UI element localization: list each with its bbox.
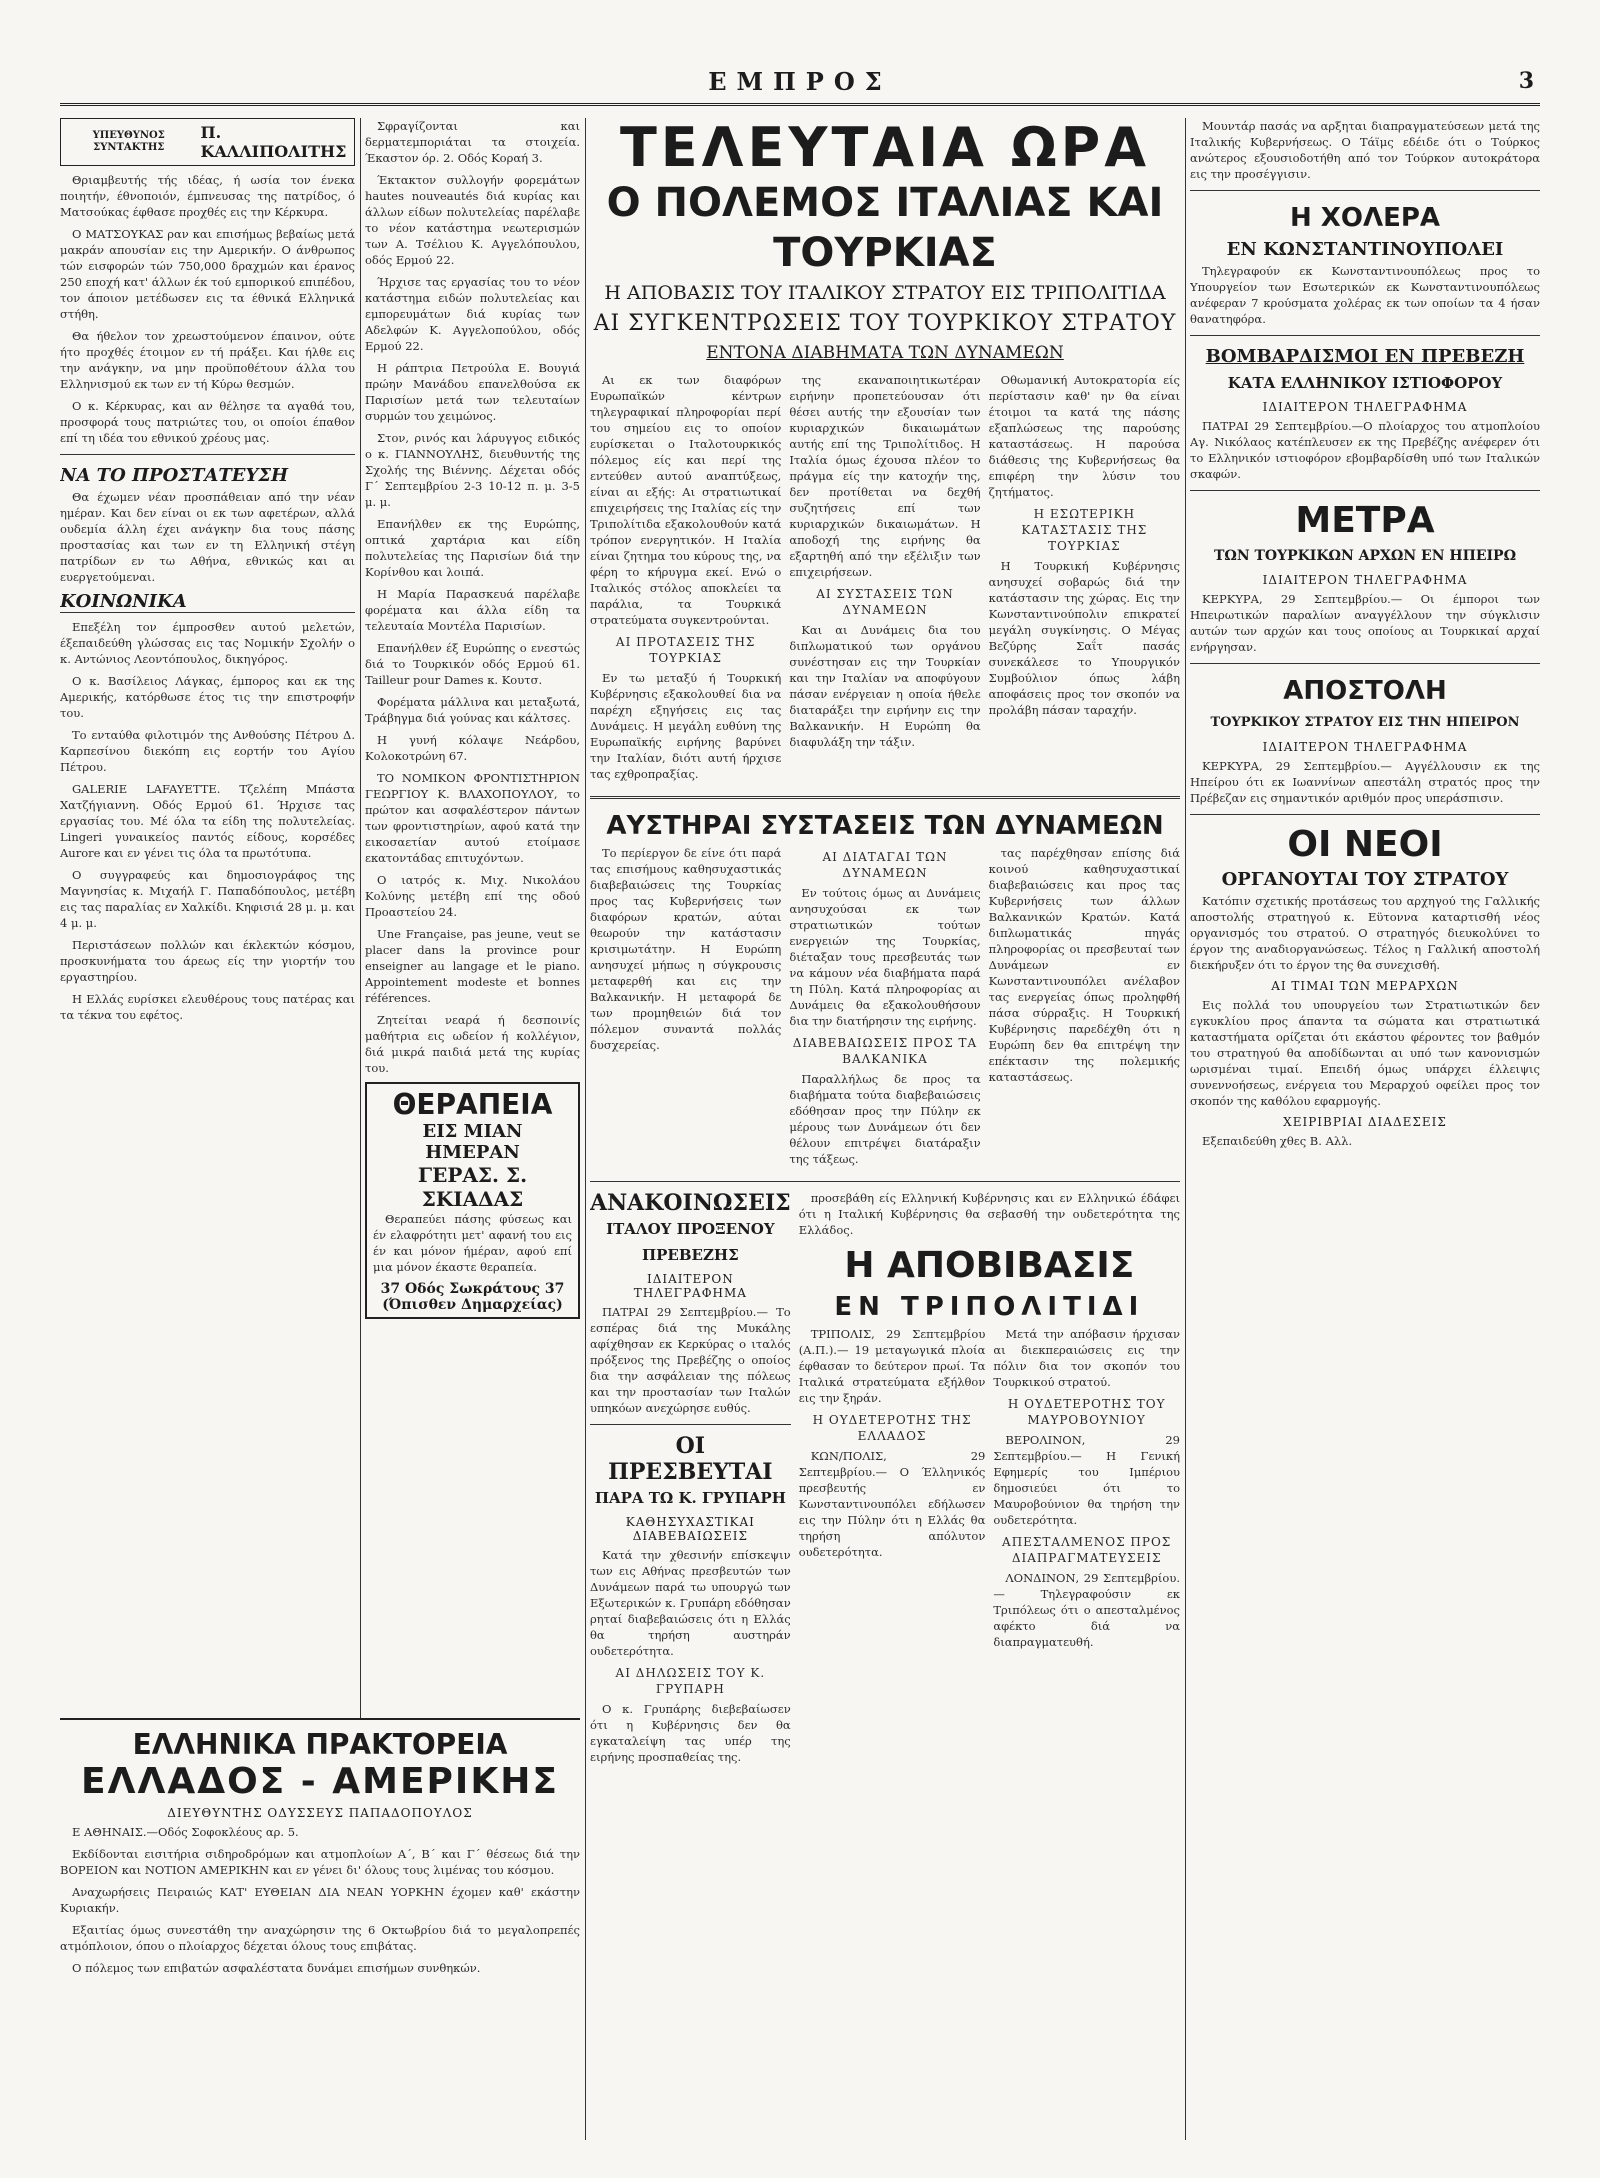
paragraph: Και αι Δυνάμεις δια του διπλωματικού των οργάνου συνέστησαν εις την Τουρκίαν και την Ιταλίαν να αποφύγουν πάσαν ενέργειαν η οποία ήθελε διαταράξει την ειρήνην εις την Βαλκανικήν. Η Ευρώπη θα διαφυλάξη την τάξιν. xyxy=(789,623,981,749)
paragraph: Θα ήθελον τον χρεωστούμενον έπαινον, ούτε ήτο προχθές έτοιμον εν τή πράξει. Και ήλθε εις την ανάγκην, να μην προϋποθέτουν άλλα του Ελληνισμού εκ των εν τή Κύρω θεσμών. xyxy=(60,329,355,391)
paragraph: Επεξέλη τον έμπροσθεν αυτού μελετών, έξεπαιδεύθη γλώσσας εις τας Νομικήν Σχολήν ο κ. Αντώνιος Λεοντόπουλος, δικηγόρος. xyxy=(60,620,355,666)
paragraph: ΚΕΡΚΥΡΑ, 29 Σεπτεμβρίου.— Αγγέλλουσιν εκ της Ηπείρου ότι εκ Ιωαννίνων απεστάλη στρατός προς την Πρέβεζαν εις σημαντικόν αριθμόν προς υπεράσπισιν. xyxy=(1190,759,1540,805)
column-rule xyxy=(585,118,586,2140)
divider xyxy=(590,796,1180,799)
classified: Ζητείται νεαρά ή δεσποινίς μαθήτρια εις ωδείον ή κολλέγιον, διά μικρά παιδιά μετά της κυρίας του. xyxy=(365,1013,580,1075)
paragraph: Μουντάρ πασάς να αρξηται διαπραγματεύσεων μετά της Ιταλικής Κυβερνήσεως. Ο Τάϊμς εδέιδε ότι ο Τούρκος ανώτερος εξουσιοδοτήθη από τον Τούρκον αυτοκράτορα εις την προσέγγισιν. xyxy=(1190,119,1540,181)
section-turkish-stance: ΑΙ ΠΡΟΤΑΣΕΙΣ ΤΗΣ ΤΟΥΡΚΙΑΣ xyxy=(615,635,756,665)
consul-continued xyxy=(799,1190,1180,1238)
protection-text xyxy=(60,489,355,585)
classified: Επανήλθεν έξ Ευρώπης ο ενεστώς διά το Τουρκικόν οδός Ερμού 61. Tailleur pour Dames κ. Κουτσ. xyxy=(365,641,580,687)
cholera-text xyxy=(1190,263,1540,327)
section-neutral-montenegro: Η ΟΥΔΕΤΕΡΟΤΗΣ ΤΟΥ ΜΑΥΡΟΒΟΥΝΙΟΥ xyxy=(1007,1397,1166,1427)
lead-col-left xyxy=(590,372,781,788)
agency-text xyxy=(60,1824,580,1976)
page-number: 3 xyxy=(1518,68,1534,94)
agency-title: ΕΛΛΗΝΙΚΑ ΠΡΑΚΤΟΡΕΙΑ xyxy=(132,1728,508,1761)
divider xyxy=(1190,190,1540,191)
paragraph: Ε ΑΘΗΝΑΙΣ.—Οδός Σοφοκλέους αρ. 5. xyxy=(72,1825,299,1839)
landing-col-right xyxy=(993,1326,1180,1656)
hands-heading: ΧΕΙΡΙΒΡΙΑΙ ΔΙΑΔΕΣΕΙΣ xyxy=(1283,1115,1447,1129)
paragraph: ΤΡΙΠΟΛΙΣ, 29 Σεπτεμβρίου (Α.Π.).— 19 μεταγωγικά πλοία έφθασαν το δεύτερον πρωί. Τα Ιταλικά στρατεύματα εξήλθον εις την ξηράν. xyxy=(798,1327,986,1405)
therapy-address: 37 Οδός Σωκράτους 37 (Όπισθεν Δημαρχείας) xyxy=(380,1281,565,1313)
columns xyxy=(60,118,1540,2140)
therapy-text xyxy=(373,1211,572,1275)
masthead-title: ΕΜΠΡΟΣ xyxy=(708,67,892,96)
paragraph: Η Ελλάς ευρίσκει ελευθέρους τους πατέρας και τα τέκνα του εφέτος. xyxy=(60,992,355,1022)
landing-col-left xyxy=(799,1326,986,1656)
classified: Επανήλθεν εκ της Ευρώπης, οπτικά χαρτάρια και είδη πολυτελείας της Παρισίων διά την Κορίνθου και λοιπά. xyxy=(365,517,580,579)
honors-text xyxy=(1190,997,1540,1109)
divider xyxy=(1190,663,1540,664)
consul-section xyxy=(590,1190,791,1771)
telegram-kicker: ΙΔΙΑΙΤΕΡΟΝ ΤΗΛΕΓΡΑΦΗΜΑ xyxy=(1262,573,1468,587)
paragraph: Αναχωρήσεις Πειραιώς ΚΑΤ' ΕΥΘΕΙΑΝ ΔΙΑ ΝΕΑΝ ΥΟΡΚΗΝ έχομεν καθ' εκάστην Κυριακήν. xyxy=(60,1885,580,1915)
paragraph: Το περίεργον δε είνε ότι παρά τας επισήμους καθησυχαστικάς διαβεβαιώσεις της Τουρκίας προς τας Κυβερνήσεις των διαφόρων κρατών, αύται θεωρούν την κατάστασιν κρισιμωτάτην. Η Ευρώπη ανησυχεί μήπως η σύγκρουσις μεταφερθή και εις την Βαλκανικήν. Η μεταφορά δε των προμηθειών διά τον πόλεμον συναντά πολλάς δυσχερείας. xyxy=(590,846,782,1052)
column-rule xyxy=(1185,118,1186,2140)
travel-agency-ad xyxy=(60,1718,580,2140)
paragraph: προσεβάθη είς Ελληνική Κυβέρνησις και εν Ελληνικώ έδάφει ότι η Ιταλική Κυβέρνησις θα σεβασθή την ουδετερότητα της Ελλάδος. xyxy=(798,1191,1180,1237)
paragraph: Εκδίδονται εισιτήρια σιδηροδρόμων και ατμοπλοίων Α΄, Β΄ και Γ΄ θέσεως διά την ΒΟΡΕΙΟΝ και ΝΟΤΙΟΝ ΑΜΕΡΙΚΗΝ και εν γένει δι' όλους τους λιμένας του κόσμου. xyxy=(60,1847,580,1877)
envoys-text xyxy=(590,1547,791,1765)
paragraph: Περιστάσεων πολλών και έκλεκτών κόσμου, προσκυνήματα του άρεως είς την γιορτήν του εργαστηρίου. xyxy=(60,938,355,984)
editor-name: Π. ΚΑΛΛΙΠΟΛΙΤΗΣ xyxy=(200,123,347,161)
editor-box xyxy=(60,118,355,166)
section-neutral-greece: Η ΟΥΔΕΤΕΡΟΤΗΣ ΤΗΣ ΕΛΛΑΔΟΣ xyxy=(812,1413,972,1443)
lead-subheadline-1: Η ΑΠΟΒΑΣΙΣ ΤΟΥ ΙΤΑΛΙΚΟΥ ΣΤΡΑΤΟΥ ΕΙΣ ΤΡΙΠΟΛΙΤΙΔΑ xyxy=(604,282,1166,304)
masthead xyxy=(60,60,1540,106)
paragraph: ΠΑΤΡΑΙ 29 Σεπτεμβρίου.— Το εσπέρας διά της Μυκάλης αφίχθησαν εκ Κερκύρας ο ιταλός πρόξενος της Πρεβέζης ο οποίος δια την ασφάλειαν της πόλεως και την προστασίαν των Ιταλών υπηκόων ανεχώρησε ευθύς. xyxy=(590,1305,791,1415)
lead-subheadline-2: ΑΙ ΣΥΓΚΕΝΤΡΩΣΕΙΣ ΤΟΥ ΤΟΥΡΚΙΚΟΥ ΣΤΡΑΤΟΥ xyxy=(593,311,1177,336)
therapy-title: ΘΕΡΑΠΕΙΑ xyxy=(392,1088,553,1121)
paragraph: Τηλεγραφούν εκ Κωνσταντινουπόλεως προς το Υπουργείον των Εσωτερικών εκ Κωνσταντινουπόλεως ανέφεραν 7 κρούσματα χολέρας εκ των οποίων τα 4 ήσαν θανατηφόρα. xyxy=(1190,264,1540,326)
cholera-heading: Η ΧΟΛΕΡΑ xyxy=(1289,203,1441,233)
classified: Στον, ρινός και λάρυγγος ειδικός ο κ. ΓΙΑΝΝΟΥΛΗΣ, διευθυντής της Σχολής της Βιέννης. Δέχεται οδός Γ΄ Σεπτεμβρίου 2-3 10-12 π. μ. 3-5 μ. μ. xyxy=(365,431,580,509)
paragraph: Μετά την απόβασιν ήρχισαν αι διεκπεραιώσεις εις την πόλιν δια τον σκοπόν του Τουρκικού στρατού. xyxy=(993,1327,1180,1389)
classified: Ήρχισε τας εργασίας του το νέον κατάστημα ειδών πολυτελείας και εμπορευμάτων διά κυρίας των Αδελφών Κ. Αγγελοπούλου, οδός Ερμού 22. xyxy=(365,275,580,353)
landing-heading-2: ΕΝ ΤΡΙΠΟΛΙΤΙΔΙ xyxy=(834,1292,1145,1322)
paragraph: της εκαναποιητικωτέραν ειρήνην προπετεύουσαν ότι θέσει αυτής την εξουσίαν των κυριαρχικών δικαιωμάτων αυτής επί της Τριπολίτιδος. Η Ιταλία όμως έχουσα πλέον το πράγμα είς την κατοχήν της, δεν προτίθεται να δεχθή συζητήσεις επί των κυριαρχικών δικαιωμάτων. Η αποδοχή της ειρήνης θα εξαρτηθή από την εξέλιξιν των επιχειρήσεων. xyxy=(789,373,981,579)
dispatch-heading: ΑΠΟΣΤΟΛΗ xyxy=(1283,676,1447,706)
measures-heading: ΜΕΤΡΑ xyxy=(1295,500,1435,541)
lead-subheadline-3: ΕΝΤΟΝΑ ΔΙΑΒΗΜΑΤΑ ΤΩΝ ΔΥΝΑΜΕΩΝ xyxy=(706,343,1064,363)
bombard-heading-2: ΚΑΤΑ ΕΛΛΗΝΙΚΟΥ ΙΣΤΙΟΦΟΡΟΥ xyxy=(1227,374,1503,392)
strict-col-left xyxy=(590,845,781,1173)
divider xyxy=(590,1181,1180,1182)
classified: Η Μαρία Παρασκευά παρέλαβε φορέματα και άλλα είδη τα τελευταία Μοντέλα Παρισίων. xyxy=(365,587,580,633)
telegram-kicker: ΙΔΙΑΙΤΕΡΟΝ ΤΗΛΕΓΡΑΦΗΜΑ xyxy=(1262,740,1468,754)
consul-heading: ΑΝΑΚΟΙΝΩΣΕΙΣ xyxy=(590,1190,791,1216)
therapy-sub: ΕΙΣ ΜΙΑΝ ΗΜΕΡΑΝ xyxy=(422,1121,523,1163)
paragraph: Παραλλήλως δε προς τα διαβήματα τούτα διαβεβαιώσεις εδόθησαν προς την Πύλην εκ μέρους των Δυνάμεων ότι δεν θέλουν επιτρέψει διατάραξιν της τάξεως. xyxy=(789,1072,981,1166)
envoys-heading: ΟΙ ΠΡΕΣΒΕΥΤΑΙ xyxy=(608,1433,773,1485)
paragraph: Ο κ. Γρυπάρης διεβεβαίωσεν ότι η Κυβέρνησις δεν θα εγκαταλείψη τας υπέρ της ειρήνης προσπαθείας της. xyxy=(590,1702,791,1764)
paragraph: Ο συγγραφεύς και δημοσιογράφος της Μαγνησίας κ. Μιχαήλ Γ. Παπαδόπουλος, μετέβη εις τας παραλίας εν Χαλκίδι. Κηφισιά 28 μ. μ. και 4 μ. μ. xyxy=(60,868,355,930)
social-heading: ΚΟΙΝΩΝΙΚΑ xyxy=(60,591,355,613)
section-envoy: ΑΠΕΣΤΑΛΜΕΝΟΣ ΠΡΟΣ ΔΙΑΠΡΑΓΜΑΤΕΥΣΕΙΣ xyxy=(1002,1535,1172,1565)
paragraph: Θριαμβευτής τής ιδέας, ή ωσία τον ένεκα ποιητήν, έθνοποιόν, έμπνευσας της πατρίδος, ό Ματσούκας έφθασε προχθές εις την Κέρκυρα. xyxy=(60,173,355,219)
paragraph: Εν τούτοις όμως αι Δυνάμεις ανησυχούσαι εκ των στρατιωτικών τούτων ενεργειών της Τουρκίας, διέταξαν τους πρεσβευτάς των να κάμουν νέα διαβήματα παρά τη Πύλη. Κατά πληροφορίας αι Δυνάμεις θα εξακολουθήσουν δια την διατήρησιν της ειρήνης. xyxy=(789,886,981,1028)
envoys-heading-2: ΠΑΡΑ ΤΩ Κ. ΓΡΥΠΑΡΗ xyxy=(594,1489,786,1507)
envoys-kicker: ΚΑΘΗΣΥΧΑΣΤΙΚΑΙ ΔΙΑΒΕΒΑΙΩΣΕΙΣ xyxy=(625,1515,755,1543)
classified: Η γυνή κόλαψε Νεάρδου, Κολοκοτρώνη 67. xyxy=(365,733,580,763)
strict-body xyxy=(590,845,1180,1173)
section-internal: Η ΕΣΩΤΕΡΙΚΗ ΚΑΤΑΣΤΑΣΙΣ ΤΗΣ ΤΟΥΡΚΙΑΣ xyxy=(1021,507,1148,553)
honors-heading: ΑΙ ΤΙΜΑΙ ΤΩΝ ΜΕΡΑΡΧΩΝ xyxy=(1271,979,1459,993)
classified: Ο ιατρός κ. Μιχ. Νικολάου Κολύνης μετέβη επί της οδού Προαστείου 24. xyxy=(365,873,580,919)
paragraph: Κατόπιν σχετικής προτάσεως του αρχηγού της Γαλλικής αποστολής στρατηγού κ. Εϋτοννα καταρτισθή νέος οργανισμός του στρατού. Ο στρατηγός διευκολύνει το έργον της αναδιοργανώσεως. Τέλος η Γαλλική αποστολή διεκήρυξεν ότι το έργον της θα συνεχισθή. xyxy=(1190,894,1540,972)
paragraph: Η Τουρκική Κυβέρνησις ανησυχεί σοβαρώς διά την κατάστασιν της χώρας. Εις την Κωνσταντινούπολιν επικρατεί μεγάλη συγκίνησις. Ο Μέγας Βεζύρης Σαΐτ πασάς συνεκάλεσε το Υπουργικόν Συμβούλιον όπως λάβη αποφάσεις προς τον σκοπόν να προλάβη πάσαν ταραχήν. xyxy=(988,559,1180,717)
lower-body xyxy=(590,1190,1180,1771)
lead-banner: ΤΕΛΕΥΤΑΙΑ ΩΡΑ xyxy=(619,118,1151,179)
therapy-doctor: ΓΕΡΑΣ. Σ. ΣΚΙΑΔΑΣ xyxy=(417,1163,528,1211)
section-orders: ΑΙ ΔΙΑΤΑΓΑΙ ΤΩΝ ΔΥΝΑΜΕΩΝ xyxy=(822,850,948,880)
paragraph: Εις πολλά του υπουργείου των Στρατιωτικών δεν εγκυκλίου προς άπαντα τα σώματα και στρατιωτικά καταστήματα ορίζεται ότι εκάστου φέροντες τον βαθμόν του στρατηγού θα αποδίδωνται αι υπό των κανονισμών ωρισμέναι τιμαί. Επειδή όμως υπάρχει έλλειψις συνεννοήσεως, ενέργεια του Μεραρχού οφείλει προς τον σκοπόν της καθόλου εφαρμογής. xyxy=(1190,998,1540,1108)
dispatch-heading-2: ΤΟΥΡΚΙΚΟΥ ΣΤΡΑΤΟΥ ΕΙΣ ΤΗΝ ΗΠΕΙΡΟΝ xyxy=(1210,715,1520,730)
col4-top xyxy=(1190,118,1540,182)
paragraph: ΠΑΤΡΑΙ 29 Σεπτεμβρίου.—Ο πλοίαρχος του ατμοπλοίου Αγ. Νικόλαος κατέπλευσεν εκ της Πρεβέζης ανέφερεν ότι το Ελληνικόν ιστιοφόρον εβομβαρδίσθη υπό των Ιταλικών σκαφών. xyxy=(1190,419,1540,481)
paragraph: ΛΟΝΔΙΝΟΝ, 29 Σεπτεμβρίου.— Τηλεγραφούσιν εκ Τριπόλεως ότι ο απεσταλμένος αφέκτο διά να διαπραγματευθή. xyxy=(993,1571,1180,1649)
lead-body xyxy=(590,372,1180,788)
paragraph: Το ενταύθα φιλοτιμόν της Ανθούσης Πέτρου Δ. Καρπεσίνου διεκόπη εις εορτήν του Αγίου Πέτρου. xyxy=(60,728,355,774)
column-3 xyxy=(590,118,1180,2140)
newspaper-page xyxy=(60,60,1540,2140)
measures-heading-2: ΤΩΝ ΤΟΥΡΚΙΚΩΝ ΑΡΧΩΝ ΕΝ ΗΠΕΙΡΩ xyxy=(1213,548,1517,564)
divider xyxy=(1190,335,1540,336)
paragraph: ΒΕΡΟΛΙΝΟΝ, 29 Σεπτεμβρίου.— Η Γενική Εφημερίς του Ιμπέριου δημοσιεύει ότι το Μαυροβούνιον θα τηρήση την ουδετερότητα. xyxy=(993,1433,1180,1527)
lead-col-right xyxy=(989,372,1180,788)
protection-heading: ΝΑ ΤΟ ΠΡΟΣΤΑΤΕΥΣΗ xyxy=(60,465,289,486)
bombard-text xyxy=(1190,418,1540,482)
paragraph: Αι εκ των διαφόρων Ευρωπαϊκών κέντρων τηλεγραφικαί πληροφορίαι περί του σημείου εις το οποίον ευρίσκεται ο Ιταλοτουρκικός πόλεμος είς και περί της εντεύθεν αυτού αναπτύξεως, είναι αι εξής: Αι στρατιωτικαί επιχειρήσεις της Ιταλίας είς την Τριπολίτιδα εξακολουθούν κατά τρόπον ενεργητικόν. Η Ιταλία είναι ζητημα του κύρους της, να φέρη το κήρυγμα εκεί. Ενώ ο Ιταλικός στόλος αποκλείει τα παράλια, τα Τουρκικά στρατεύματα συγκεντρούνται. xyxy=(590,373,782,627)
new-heading: ΟΙ ΝΕΟΙ xyxy=(1287,824,1443,865)
paragraph: Θεραπεύει πάσης φύσεως και έν ελαφρότητι μετ' αφανή του εις έν και μόνον ήμέραν, αφού επί μια μόνον έκαστε θεραπεία. xyxy=(373,1212,572,1274)
paragraph: Εν τω μεταξύ ή Τουρκική Κυβέρνησις εξακολουθεί δια να παρέχη εξηγήσεις εις τας Δυνάμεις. Η μεγάλη ευθύνη της Ευρωπαϊκής ειρήνης βαρύνει την Ιταλίαν, διότι αυτή ήρχισε τας εχθροπραξίας. xyxy=(590,671,782,781)
consul-text xyxy=(590,1304,791,1416)
classified: Έκτακτον συλλογήν φορεμάτων hautes nouveautés διά κυρίας και άλλων είδων πολυτελείας παρέλαβε το νέον κατάστημα νεωτερισμών των Α. Τσέλιου Κ. Αγγελόπουλου, οδός Ερμού 22. xyxy=(365,173,580,267)
classified: ΤΟ ΝΟΜΙΚΟΝ ΦΡΟΝΤΙΣΤΗΡΙΟΝ ΓΕΩΡΓΙΟΥ Κ. ΒΛΑΧΟΠΟΥΛΟΥ, το πρώτον και ασφαλέστερον πάντων των φροντιστηρίων, αφού κατά την εικοσαετίαν αυτού ετοίμασε εκατοντάδας επιτυχόντων. xyxy=(365,771,580,865)
section-balkans: ΔΙΑΒΕΒΑΙΩΣΕΙΣ ΠΡΟΣ ΤΑ ΒΑΛΚΑΝΙΚΑ xyxy=(792,1036,978,1066)
paragraph: ΚΕΡΚΥΡΑ, 29 Σεπτεμβρίου.— Οι έμποροι των Ηπειρωτικών παραλίων αναγγέλλουν την σύγκλισιν αυτών των αρχών και τους οποίους αι Τουρκικαί αρχαί ενήργησαν. xyxy=(1190,592,1540,654)
landing-heading: Η ΑΠΟΒΙΒΑΣΙΣ xyxy=(844,1245,1135,1286)
measures-text xyxy=(1190,591,1540,655)
agency-name: ΕΛΛΑΔΟΣ - ΑΜΕΡΙΚΗΣ xyxy=(81,1761,559,1802)
landing-section xyxy=(799,1190,1180,1771)
bombard-heading: ΒΟΜΒΑΡΔΙΣΜΟΙ ΕΝ ΠΡΕΒΕΖΗ xyxy=(1205,346,1525,367)
classified: Η ράπτρια Πετρούλα Ε. Βουγιά πρώην Μανάδου επανελθούσα εκ Παρισίων μετά των τελευταίων συρμών του χειμώνος. xyxy=(365,361,580,423)
new-heading-2: ΟΡΓΑΝΟΥΤΑΙ ΤΟΥ ΣΤΡΑΤΟΥ xyxy=(1221,869,1509,890)
divider xyxy=(1190,490,1540,491)
classifieds xyxy=(365,118,580,1076)
dispatch-text xyxy=(1190,758,1540,806)
hands-text xyxy=(1190,1133,1540,1149)
strict-heading: ΑΥΣΤΗΡΑΙ ΣΥΣΤΑΣΕΙΣ ΤΩΝ ΔΥΝΑΜΕΩΝ xyxy=(606,811,1164,841)
paragraph: Ο κ. Κέρκυρας, και αν θέλησε τα αγαθά του, προσφορά τους πατριώτες του, οι οποίοι έπαθον επί τη ιδέα του εθνικού χρέους μας. xyxy=(60,399,355,445)
editorial-text xyxy=(60,172,355,446)
telegram-kicker: ΙΔΙΑΙΤΕΡΟΝ ΤΗΛΕΓΡΑΦΗΜΑ xyxy=(1262,400,1468,414)
paragraph: Θα έχωμεν νέαν προσπάθειαν από την νέαν ημέραν. Και δεν είναι οι εκ των αφετέρων, αλλά ουδεμία άλλη έχει ανάγκην δια τους πάσης προστασίας και των εν τη Ελληνική στέγη πατρίδων εν τω Αθήνα, εθνικώς και αι ευεργετούμεναι. xyxy=(60,490,355,584)
agency-director: ΔΙΕΥΘΥΝΤΗΣ ΟΔΥΣΣΕΥΣ ΠΑΠΑΔΟΠΟΥΛΟΣ xyxy=(167,1806,473,1820)
classified: Φορέματα μάλλινα και μεταξωτά, Τράβηγμα διά γούνας και κάλτσες. xyxy=(365,695,580,725)
divider xyxy=(1190,814,1540,815)
therapy-ad xyxy=(365,1082,580,1319)
paragraph: Ο κ. Βασίλειος Λάγκας, έμπορος και εκ της Αμερικής, κατόρθωσε έτος τις την επιστροφήν του. xyxy=(60,674,355,720)
paragraph: Οθωμανική Αυτοκρατορία είς περίστασιν καθ' ην θα είναι έτοιμοι τα κατά της πάσης εξαπλώσεως της παρούσης καταστάσεως. Η παρούσα διάθεσις της Κυβερνήσεως θα επιφέρη την λύσιν του ζητήματος. xyxy=(988,373,1180,499)
divider xyxy=(60,454,355,455)
lead-col-mid xyxy=(789,372,980,788)
paragraph: Εξαιτίας όμως συνεστάθη την αναχώρησιν της 6 Οκτωβρίου διά το μεγαλοπρεπές ατμόπλοιον, όπου ο πλοίαρχος δέχεται όλους τους επιβάτας. xyxy=(60,1923,580,1953)
paragraph: GALERIE LAFAYETTE. Τζελέπη Μπάστα Χατζήγιαννη. Οδός Ερμού 61. Ήρχισε τας εργασίας του. Μέ όλα τα είδη της πολυτελείας. Lingeri γυναικείος παντός είδους, κορσέδες Aurore και εν γένει τις όλα τα πρωτότυπα. xyxy=(60,782,355,860)
column-4 xyxy=(1190,118,1540,2140)
paragraph: ΚΩΝ/ΠΟΛΙΣ, 29 Σεπτεμβρίου.— Ο Έλληνικός πρεσβευτής εν Κωνσταντινουπόλει εδήλωσεν εις την Πύλην ότι η Ελλάς θα τηρήση απόλυτον ουδετερότητα. xyxy=(798,1449,986,1559)
classified: Σφραγίζονται και δερματεμποριάται τα στοιχεία. Έκαστον όρ. 2. Οδός Κοραή 3. xyxy=(365,119,580,165)
cholera-heading-2: ΕΝ ΚΩΝΣΤΑΝΤΙΝΟΥΠΟΛΕΙ xyxy=(1226,239,1504,260)
lead-headline: Ο ΠΟΛΕΜΟΣ ΙΤΑΛΙΑΣ ΚΑΙ ΤΟΥΡΚΙΑΣ xyxy=(606,180,1164,276)
consul-heading-2: ΙΤΑΛΟΥ ΠΡΟΞΕΝΟΥ ΠΡΕΒΕΖΗΣ xyxy=(606,1220,775,1264)
strict-col-right xyxy=(989,845,1180,1173)
paragraph: Ο πόλεμος των επιβατών ασφαλέστατα δυνάμει επισήμων συνθηκών. xyxy=(72,1961,481,1975)
section-powers: ΑΙ ΣΥΣΤΑΣΕΙΣ ΤΩΝ ΔΥΝΑΜΕΩΝ xyxy=(816,587,954,617)
paragraph: τας παρέχθησαν επίσης διά κοινού καθησυχαστικαί διαβεβαιώσεις και προς τας Κυβερνήσεις των άλλων Βαλκανικών Κρατών. Κατά διπλωματικάς πηγάς πληροφορίας οι πρεσβευταί των Δυνάμεων εν Κωνσταντινουπόλει ανέλαβον τας ενεργείας όπως προληφθή πάσα σύρραξις. Η Τουρκική Κυβέρνησις παρεδέχθη ότι η Ευρώπη δεν θα επιτρέψη την επέκτασιν της πολεμικής καταστάσεως. xyxy=(988,846,1180,1084)
editor-label: ΥΠΕΥΘΥΝΟΣ ΣΥΝΤΑΚΤΗΣ xyxy=(92,130,165,153)
landing-body xyxy=(799,1326,1180,1656)
divider xyxy=(590,1424,791,1425)
consul-kicker: ΙΔΙΑΙΤΕΡΟΝ ΤΗΛΕΓΡΑΦΗΜΑ xyxy=(633,1272,747,1300)
new-text xyxy=(1190,893,1540,973)
classified: Une Française, pas jeune, veut se placer dans la province pour enseigner au langage et le piano. Appointement modeste et bonnes références. xyxy=(365,927,580,1005)
strict-col-mid xyxy=(789,845,980,1173)
social-text xyxy=(60,619,355,1023)
envoys-section-2: ΑΙ ΔΗΛΩΣΕΙΣ ΤΟΥ Κ. ΓΡΥΠΑΡΗ xyxy=(615,1666,766,1696)
paragraph: Κατά την χθεσινήν επίσκεψιν των εις Αθήνας πρεσβευτών των Δυνάμεων παρά τω υπουργώ των Εξωτερικών κ. Γρυπάρη εδόθησαν ρηταί διαβεβαιώσεις ότι η Ελλάς θα τηρήση αυστηράν ουδετερότητα. xyxy=(590,1548,791,1658)
paragraph: Εξεπαιδεύθη χθες Β. Αλλ. xyxy=(1202,1134,1353,1148)
paragraph: Ο ΜΑΤΣΟΥΚΑΣ ραν και επισήμως βεβαίως μετά μακράν απουσίαν εις την Αμερικήν. Ο άνθρωπος τών εισφορών τών 750,000 δραχμών και έρανος 250 εποχή κατ' άλλων έκ τού εμπορικού επιπέδου, τον άποιον μετέδωσεν εις τα έθνικά Ελληνικά στήθη. xyxy=(60,227,355,321)
